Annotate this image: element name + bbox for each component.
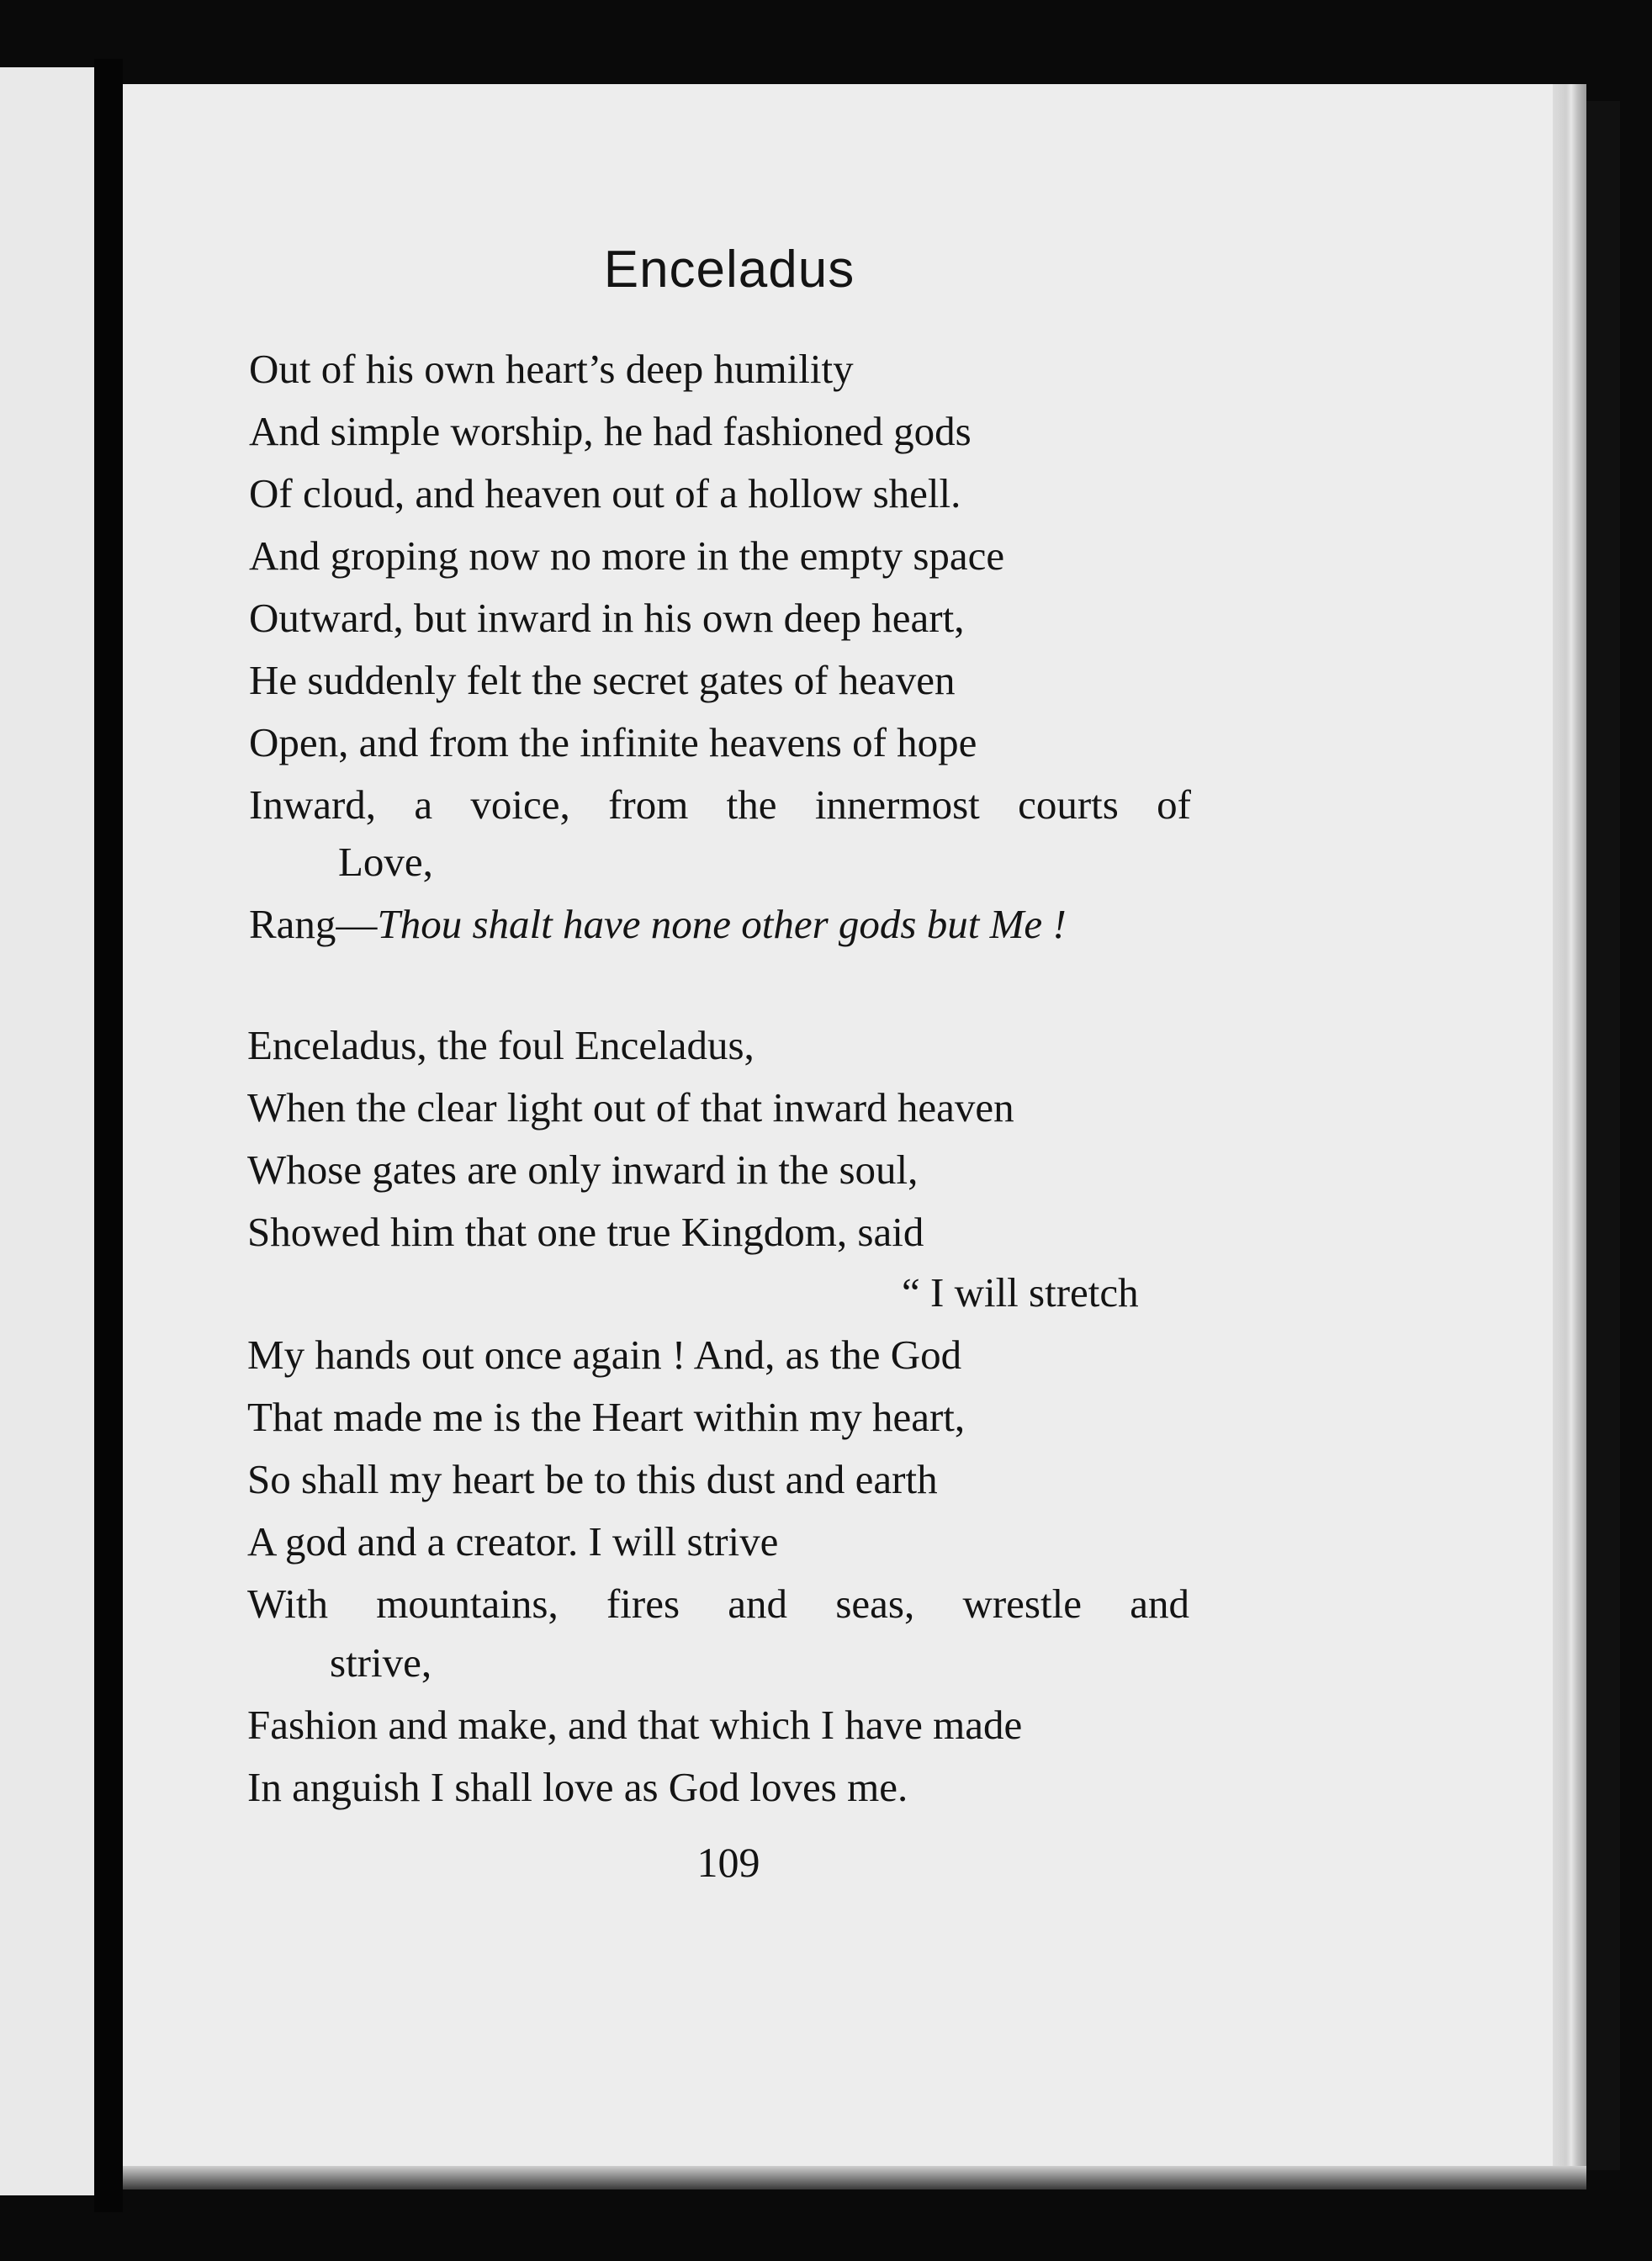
poem-line: My hands out once again ! And, as the God xyxy=(247,1332,962,1378)
poem-line: Whose gates are only inward in the soul, xyxy=(247,1146,919,1193)
poem-line: In anguish I shall love as God loves me. xyxy=(247,1764,908,1810)
poem-line-continuation: “ I will stretch xyxy=(902,1269,1139,1316)
poem-line: Enceladus, the foul Enceladus, xyxy=(247,1022,755,1068)
book-cover-edge xyxy=(1586,101,1620,2170)
poem-line: Of cloud, and heaven out of a hollow shell. xyxy=(249,470,961,516)
poem-line: Outward, but inward in his own deep heart, xyxy=(249,595,965,641)
page-bottom-edge xyxy=(123,2166,1586,2190)
page-number: 109 xyxy=(696,1839,760,1886)
poem-line: That made me is the Heart within my heart, xyxy=(247,1394,966,1440)
page-fore-edge xyxy=(1553,84,1586,2170)
poem-line-continuation: strive, xyxy=(330,1639,432,1686)
poem-line: With mountains, fires and seas, wrestle and xyxy=(247,1581,1189,1627)
poem-line: Out of his own heart’s deep humility xyxy=(249,346,854,392)
poem-title: Enceladus xyxy=(603,241,855,299)
poem-line-italic: Thou shalt have none other gods but Me ! xyxy=(377,901,1067,947)
poem-line: Inward, a voice, from the innermost courts of xyxy=(249,781,1191,828)
poem-line-prefix: Rang— xyxy=(249,901,378,947)
poem-line: And simple worship, he had fashioned gods xyxy=(249,408,972,454)
book-gutter xyxy=(94,59,123,2212)
facing-page-edge xyxy=(0,67,94,2195)
poem-line: He suddenly felt the secret gates of heaven xyxy=(249,657,956,703)
poem-line: And groping now no more in the empty space xyxy=(249,532,1005,579)
poem-line: Open, and from the infinite heavens of hope xyxy=(249,719,977,765)
poem-line: A god and a creator. I will strive xyxy=(247,1518,779,1565)
poem-line: Showed him that one true Kingdom, said xyxy=(247,1209,924,1255)
poem-line: So shall my heart be to this dust and earth xyxy=(247,1456,938,1502)
poem-line: Fashion and make, and that which I have made xyxy=(247,1702,1023,1748)
poem-line xyxy=(249,903,1067,945)
poem-line-continuation: Love, xyxy=(338,839,433,885)
poem-line: When the clear light out of that inward heaven xyxy=(247,1084,1014,1130)
